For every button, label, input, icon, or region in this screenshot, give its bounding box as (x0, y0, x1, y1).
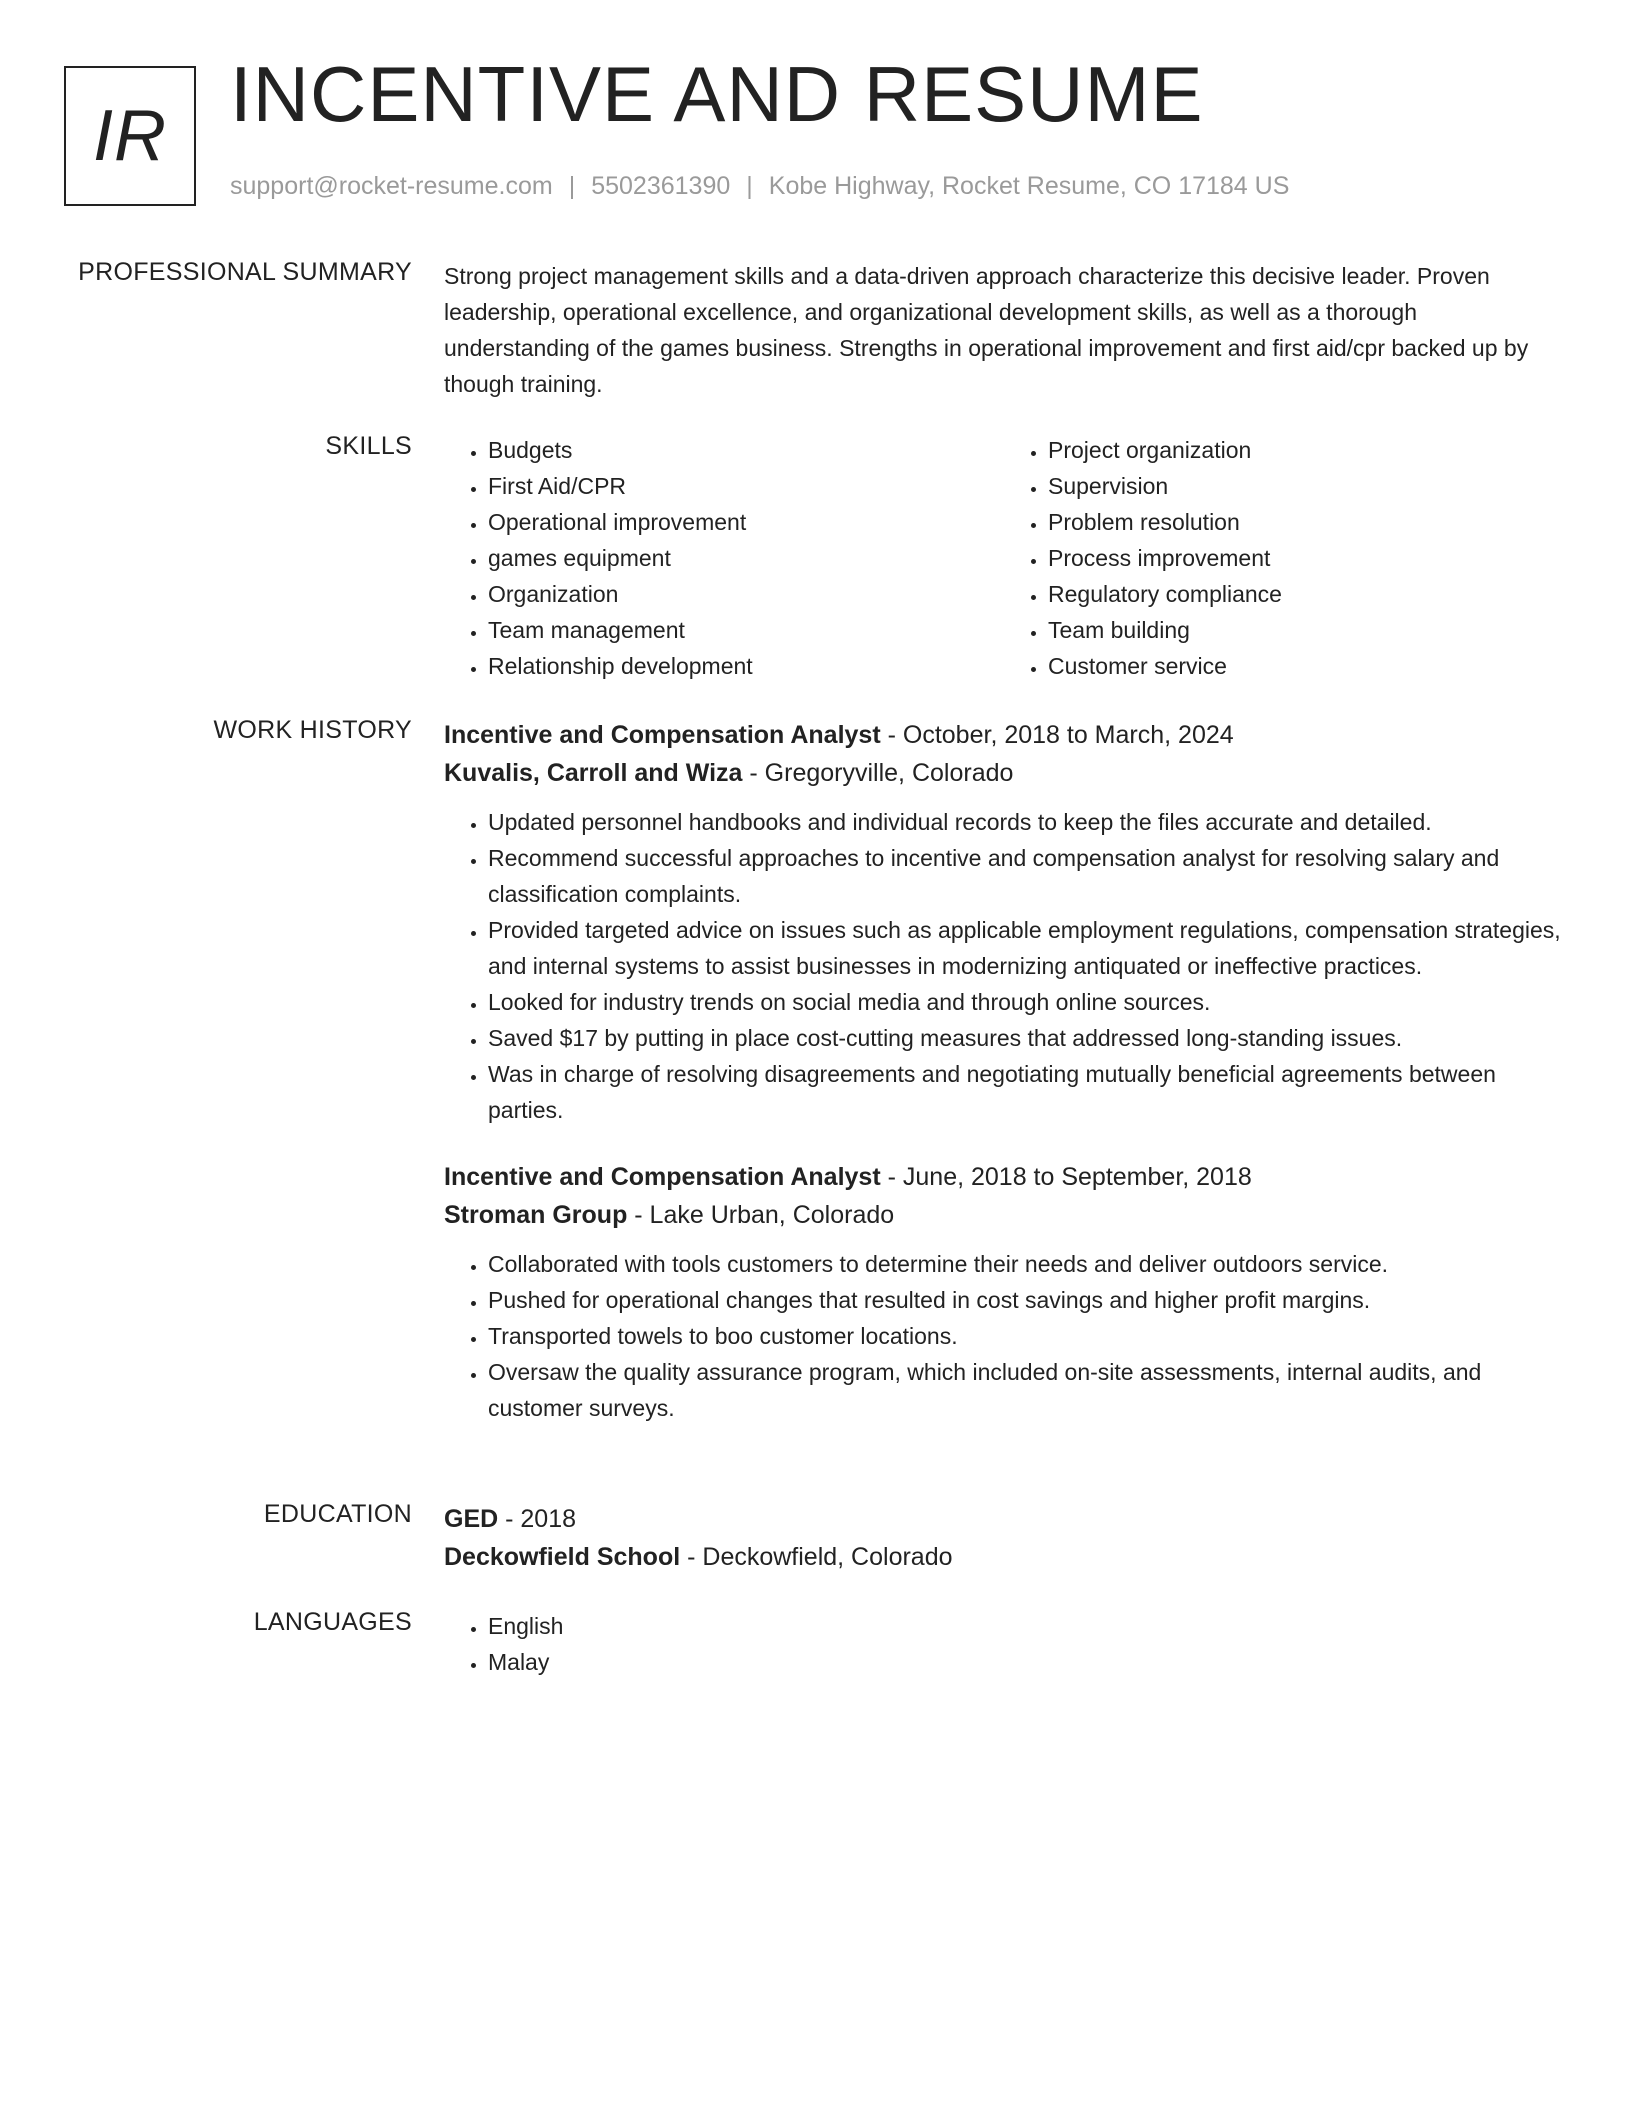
skill-item: • Problem resolution (1048, 504, 1564, 540)
monogram-logo: IR (64, 66, 196, 206)
job-bullet: • Pushed for operational changes that resulted in cost savings and higher profit margins. (488, 1282, 1564, 1318)
job-bullet: • Recommend successful approaches to incentive and compensation analyst for resolving salary and classification complaints. (488, 840, 1564, 912)
job-location: - Gregoryville, Colorado (742, 759, 1014, 787)
job-bullets (444, 1246, 1564, 1426)
school-location: - Deckowfield, Colorado (680, 1543, 953, 1571)
job-company: Kuvalis, Carroll and Wiza (444, 759, 743, 787)
job-bullet: • Provided targeted advice on issues such as applicable employment regulations, compensation strategies, and internal systems to assist businesses in modernizing antiquated or ineffective practices. (488, 912, 1564, 984)
work-history-body (444, 716, 1564, 1456)
languages-label: LANGUAGES (253, 1608, 412, 1636)
contact-line (230, 172, 1289, 201)
contact-address: Kobe Highway, Rocket Resume, CO 17184 US (768, 172, 1290, 200)
degree-year: - 2018 (498, 1505, 577, 1533)
skills-column-right (1004, 432, 1564, 684)
languages-list (444, 1608, 1564, 1680)
job-title-line (444, 716, 1564, 754)
work-history-label: WORK HISTORY (213, 716, 412, 744)
education-label: EDUCATION (263, 1500, 412, 1528)
skill-item: • Project organization (1048, 432, 1564, 468)
job-company: Stroman Group (444, 1201, 628, 1229)
skills-list (444, 432, 1564, 684)
skill-item: • Customer service (1048, 648, 1564, 684)
skill-item: • Organization (488, 576, 1004, 612)
job-title-line (444, 1158, 1564, 1196)
job-title: Incentive and Compensation Analyst (444, 721, 881, 749)
language-item: • English (488, 1608, 1564, 1644)
job-bullet: • Updated personnel handbooks and individual records to keep the files accurate and detailed. (488, 804, 1564, 840)
job-company-line (444, 754, 1564, 792)
contact-phone[interactable]: 5502361390 (591, 172, 731, 200)
summary-label: PROFESSIONAL SUMMARY (78, 258, 412, 286)
degree-line (444, 1500, 1564, 1538)
school-line (444, 1538, 1564, 1576)
school-name: Deckowfield School (444, 1543, 681, 1571)
summary-text: Strong project management skills and a data-driven approach characterize this decisive leader. Proven leadership, operational excellence, and organizational development skills, as well as a thorough understanding of the games business. Strengths in operational improvement and first aid/cpr backed up by though training. (444, 263, 1529, 397)
resume-name: INCENTIVE AND RESUME (230, 50, 1204, 138)
skill-item: • Relationship development (488, 648, 1004, 684)
skill-item: • First Aid/CPR (488, 468, 1004, 504)
skill-item: • Regulatory compliance (1048, 576, 1564, 612)
job-entry (444, 716, 1564, 1128)
job-bullet: • Looked for industry trends on social media and through online sources. (488, 984, 1564, 1020)
contact-separator: | (746, 172, 753, 200)
skill-item: • Budgets (488, 432, 1004, 468)
job-bullet: • Saved $17 by putting in place cost-cutting measures that addressed long-standing issues. (488, 1020, 1564, 1056)
degree: GED (444, 1505, 499, 1533)
job-bullet: • Oversaw the quality assurance program, which included on-site assessments, internal audits, and customer surveys. (488, 1354, 1564, 1426)
skill-item: • Process improvement (1048, 540, 1564, 576)
job-title: Incentive and Compensation Analyst (444, 1163, 881, 1191)
skill-item: • Team building (1048, 612, 1564, 648)
contact-email[interactable]: support@rocket-resume.com (230, 172, 553, 200)
skill-item: • Operational improvement (488, 504, 1004, 540)
skill-item: • games equipment (488, 540, 1004, 576)
skills-label: SKILLS (325, 432, 412, 460)
job-bullet: • Collaborated with tools customers to determine their needs and deliver outdoors service. (488, 1246, 1564, 1282)
skill-item: • Team management (488, 612, 1004, 648)
skill-item: • Supervision (1048, 468, 1564, 504)
job-dates: - October, 2018 to March, 2024 (880, 721, 1234, 749)
job-bullet: • Was in charge of resolving disagreements and negotiating mutually beneficial agreements between parties. (488, 1056, 1564, 1128)
job-bullet: • Transported towels to boo customer locations. (488, 1318, 1564, 1354)
job-bullets (444, 804, 1564, 1128)
job-dates: - June, 2018 to September, 2018 (880, 1163, 1252, 1191)
skills-column-left (444, 432, 1004, 684)
contact-separator: | (568, 172, 576, 200)
language-item: • Malay (488, 1644, 1564, 1680)
job-company-line (444, 1196, 1564, 1234)
languages-body (444, 1608, 1564, 1680)
education-body (444, 1500, 1564, 1576)
job-location: - Lake Urban, Colorado (627, 1201, 895, 1229)
job-entry (444, 1158, 1564, 1426)
